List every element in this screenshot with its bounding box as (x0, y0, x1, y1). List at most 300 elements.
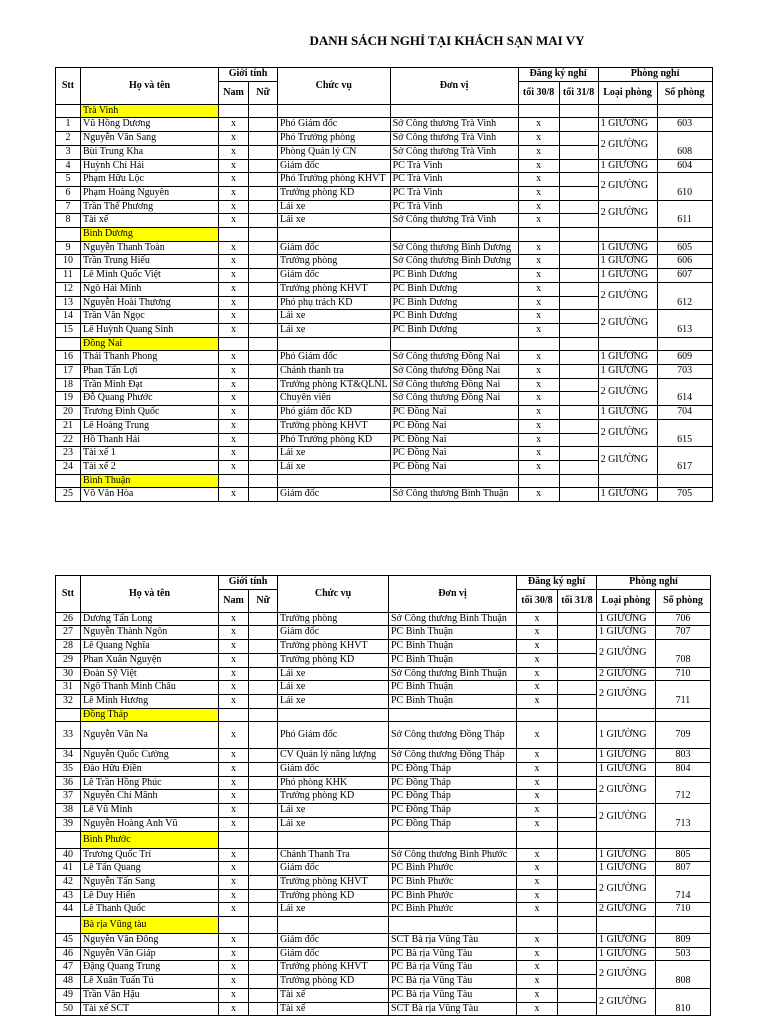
header-room-type: Loại phòng (597, 589, 656, 612)
header-female: Nữ (249, 589, 278, 612)
name-cell: Lê Huỳnh Quang Sinh (81, 323, 219, 337)
room-number-cell: 712 (656, 776, 711, 803)
name-cell: Tài xế 2 (81, 460, 219, 474)
male-cell: x (219, 118, 249, 132)
night-30-cell: x (518, 365, 559, 379)
night-30-cell: x (517, 749, 558, 763)
position-cell: Lái xe (278, 817, 389, 831)
male-cell: x (219, 132, 249, 146)
male-cell: x (219, 776, 249, 790)
table-row (56, 722, 711, 749)
night-31-cell (559, 460, 598, 474)
male-cell: x (219, 749, 249, 763)
male-cell: x (219, 310, 249, 324)
female-cell (249, 988, 278, 1002)
empty-cell (278, 104, 391, 118)
position-cell: Trưởng phòng (278, 255, 391, 269)
night-30-cell: x (517, 626, 558, 640)
night-31-cell (558, 889, 597, 903)
name-cell: Lê Tấn Quang (81, 862, 219, 876)
room-number-cell: 607 (657, 269, 712, 283)
stt-cell: 40 (56, 848, 81, 862)
night-31-cell (559, 406, 598, 420)
night-31-cell (558, 749, 597, 763)
male-cell: x (219, 365, 249, 379)
position-cell: Giám đốc (278, 862, 389, 876)
night-30-cell: x (517, 988, 558, 1002)
male-cell: x (219, 903, 249, 917)
room-number-cell: 617 (657, 447, 712, 474)
female-cell (249, 1002, 278, 1016)
stt-cell (56, 104, 81, 118)
night-30-cell: x (518, 296, 559, 310)
stt-cell: 38 (56, 804, 81, 818)
male-cell: x (219, 694, 249, 708)
male-cell: x (219, 681, 249, 695)
header-row (56, 576, 711, 590)
room-type-cell: 2 GIƯỜNG (598, 173, 657, 200)
room-type-cell: 2 GIƯỜNG (597, 776, 656, 803)
unit-cell: Sở Công thương Bình Thuận (390, 488, 518, 502)
male-cell: x (219, 145, 249, 159)
unit-cell: PC Trà Vinh (390, 200, 518, 214)
night-30-cell: x (517, 934, 558, 948)
room-number-cell: 710 (656, 903, 711, 917)
night-30-cell: x (517, 1002, 558, 1016)
name-cell: Đỗ Quang Phước (81, 392, 219, 406)
empty-cell (389, 917, 517, 934)
name-cell: Nguyễn Văn Đông (81, 934, 219, 948)
night-31-cell (558, 653, 597, 667)
position-cell: Lái xe (278, 903, 389, 917)
room-type-cell: 2 GIƯỜNG (597, 681, 656, 708)
position-cell: Trưởng phòng KD (278, 790, 389, 804)
stt-cell: 31 (56, 681, 81, 695)
table-row (56, 848, 711, 862)
male-cell: x (219, 433, 249, 447)
position-cell: Giám đốc (278, 763, 389, 777)
room-number-cell: 707 (656, 626, 711, 640)
room-type-cell: 1 GIƯỜNG (598, 159, 657, 173)
female-cell (249, 351, 278, 365)
empty-cell (597, 917, 656, 934)
empty-cell (517, 708, 558, 722)
empty-cell (249, 474, 278, 488)
unit-cell: PC Trà Vinh (390, 159, 518, 173)
stt-cell: 45 (56, 934, 81, 948)
empty-cell (656, 831, 711, 848)
unit-cell: Sở Công thương Đồng Nai (390, 365, 518, 379)
night-31-cell (559, 282, 598, 296)
room-type-cell: 2 GIƯỜNG (597, 875, 656, 902)
group-label: Bình Phước (81, 831, 219, 848)
male-cell: x (219, 934, 249, 948)
name-cell: Ngô Hải Minh (81, 282, 219, 296)
position-cell: Lái xe (278, 804, 389, 818)
header-position: Chức vụ (278, 68, 391, 105)
night-31-cell (559, 173, 598, 187)
empty-cell (278, 474, 391, 488)
empty-cell (657, 104, 712, 118)
unit-cell: PC Bình Phước (389, 889, 517, 903)
table-row (56, 269, 713, 283)
table-row (56, 132, 713, 146)
female-cell (249, 186, 278, 200)
night-30-cell: x (518, 351, 559, 365)
night-31-cell (558, 903, 597, 917)
position-cell: Trưởng phòng KHVT (278, 419, 391, 433)
table-row (56, 365, 713, 379)
male-cell: x (219, 269, 249, 283)
position-cell: Giám đốc (278, 241, 391, 255)
table-row (56, 118, 713, 132)
female-cell (249, 145, 278, 159)
name-cell: Nguyễn Hoàng Anh Vũ (81, 817, 219, 831)
unit-cell: Sở Công thương Đồng Nai (390, 378, 518, 392)
stt-cell: 27 (56, 626, 81, 640)
empty-cell (558, 917, 597, 934)
night-31-cell (558, 862, 597, 876)
room-number-cell: 809 (656, 934, 711, 948)
male-cell: x (219, 214, 249, 228)
stt-cell: 36 (56, 776, 81, 790)
group-row (56, 104, 713, 118)
name-cell: Hồ Thanh Hải (81, 433, 219, 447)
empty-cell (278, 831, 389, 848)
position-cell: Trưởng phòng (278, 612, 389, 626)
room-number-cell: 708 (656, 640, 711, 667)
stt-cell: 21 (56, 419, 81, 433)
room-number-cell: 615 (657, 419, 712, 446)
stt-cell: 6 (56, 186, 81, 200)
room-number-cell: 613 (657, 310, 712, 337)
unit-cell: Sở Công thương Trà Vinh (390, 214, 518, 228)
position-cell: Lái xe (278, 681, 389, 695)
empty-cell (389, 708, 517, 722)
male-cell: x (219, 419, 249, 433)
male-cell: x (219, 241, 249, 255)
night-30-cell: x (518, 378, 559, 392)
unit-cell: PC Bình Phước (389, 875, 517, 889)
male-cell: x (219, 460, 249, 474)
name-cell: Trần Trung Hiếu (81, 255, 219, 269)
header-night-30: tối 30/8 (518, 81, 559, 104)
night-30-cell: x (518, 460, 559, 474)
room-type-cell: 2 GIƯỜNG (597, 961, 656, 988)
room-type-cell: 2 GIƯỜNG (597, 804, 656, 831)
empty-cell (518, 104, 559, 118)
stt-cell: 14 (56, 310, 81, 324)
position-cell: Lái xe (278, 310, 391, 324)
unit-cell: Sở Công thương Đồng Tháp (389, 749, 517, 763)
empty-cell (559, 337, 598, 351)
unit-cell: PC Bình Dương (390, 282, 518, 296)
night-31-cell (558, 975, 597, 989)
table-row (56, 351, 713, 365)
night-30-cell: x (517, 903, 558, 917)
night-31-cell (559, 186, 598, 200)
female-cell (249, 681, 278, 695)
night-30-cell: x (518, 132, 559, 146)
table-row (56, 749, 711, 763)
night-31-cell (559, 378, 598, 392)
empty-cell (657, 474, 712, 488)
female-cell (249, 378, 278, 392)
position-cell: Phó Giám đốc (278, 118, 391, 132)
position-cell: Trưởng phòng KT&QLNL (278, 378, 391, 392)
stt-cell: 20 (56, 406, 81, 420)
unit-cell: PC Bình Dương (390, 323, 518, 337)
group-row (56, 708, 711, 722)
night-30-cell: x (517, 776, 558, 790)
night-31-cell (559, 132, 598, 146)
stt-cell (56, 831, 81, 848)
room-type-cell: 2 GIƯỜNG (598, 200, 657, 227)
stt-cell: 1 (56, 118, 81, 132)
room-number-cell: 605 (657, 241, 712, 255)
position-cell: Trưởng phòng KD (278, 653, 389, 667)
empty-cell (219, 337, 249, 351)
empty-cell (249, 337, 278, 351)
group-label: Đồng Tháp (81, 708, 219, 722)
female-cell (249, 862, 278, 876)
male-cell: x (219, 447, 249, 461)
name-cell: Nguyễn Thanh Toàn (81, 241, 219, 255)
room-number-cell: 606 (657, 255, 712, 269)
female-cell (249, 804, 278, 818)
female-cell (249, 214, 278, 228)
night-30-cell: x (518, 433, 559, 447)
name-cell: Nguyễn Văn Giáp (81, 947, 219, 961)
position-cell: Phó phòng KHK (278, 776, 389, 790)
name-cell: Ngô Thanh Minh Châu (81, 681, 219, 695)
empty-cell (598, 104, 657, 118)
stt-cell (56, 708, 81, 722)
room-number-cell: 604 (657, 159, 712, 173)
position-cell: Lái xe (278, 694, 389, 708)
night-31-cell (558, 988, 597, 1002)
position-cell: Giám đốc (278, 626, 389, 640)
unit-cell: PC Bình Dương (390, 310, 518, 324)
header-unit: Đơn vị (389, 576, 517, 613)
male-cell: x (219, 640, 249, 654)
name-cell: Vũ Hồng Dương (81, 118, 219, 132)
table-row (56, 159, 713, 173)
night-30-cell: x (518, 282, 559, 296)
empty-cell (597, 831, 656, 848)
unit-cell: Sở Công thương Trà Vinh (390, 145, 518, 159)
empty-cell (219, 228, 249, 242)
name-cell: Thái Thanh Phong (81, 351, 219, 365)
name-cell: Nguyễn Văn Na (81, 722, 219, 749)
night-30-cell: x (517, 817, 558, 831)
male-cell: x (219, 848, 249, 862)
night-30-cell: x (517, 975, 558, 989)
male-cell: x (219, 255, 249, 269)
empty-cell (390, 337, 518, 351)
night-31-cell (559, 433, 598, 447)
night-30-cell: x (517, 763, 558, 777)
stt-cell (56, 917, 81, 934)
name-cell: Lê Quang Nghĩa (81, 640, 219, 654)
night-31-cell (558, 612, 597, 626)
female-cell (249, 790, 278, 804)
position-cell: Phó Trưởng phòng KHVT (278, 173, 391, 187)
night-30-cell: x (518, 159, 559, 173)
night-31-cell (558, 875, 597, 889)
male-cell: x (219, 653, 249, 667)
header-room-number: Số phòng (657, 81, 712, 104)
female-cell (249, 447, 278, 461)
table-row (56, 804, 711, 818)
name-cell: Trương Quốc Trí (81, 848, 219, 862)
stt-cell: 4 (56, 159, 81, 173)
name-cell: Lê Thanh Quốc (81, 903, 219, 917)
male-cell: x (219, 186, 249, 200)
table-row (56, 406, 713, 420)
stt-cell: 3 (56, 145, 81, 159)
female-cell (249, 173, 278, 187)
night-31-cell (559, 145, 598, 159)
position-cell: Phòng Quản lý CN (278, 145, 391, 159)
night-31-cell (558, 763, 597, 777)
night-30-cell: x (517, 947, 558, 961)
male-cell: x (219, 200, 249, 214)
stt-cell: 49 (56, 988, 81, 1002)
table-row (56, 173, 713, 187)
night-31-cell (559, 241, 598, 255)
table-row (56, 763, 711, 777)
male-cell: x (219, 763, 249, 777)
room-type-cell: 1 GIƯỜNG (597, 722, 656, 749)
male-cell: x (219, 612, 249, 626)
stt-cell: 13 (56, 296, 81, 310)
stt-cell: 15 (56, 323, 81, 337)
night-30-cell: x (517, 612, 558, 626)
stt-cell: 26 (56, 612, 81, 626)
unit-cell: PC Bình Phước (389, 862, 517, 876)
name-cell: Phạm Hoàng Nguyên (81, 186, 219, 200)
female-cell (249, 200, 278, 214)
header-gender: Giới tính (219, 576, 278, 590)
male-cell: x (219, 378, 249, 392)
position-cell: Lái xe (278, 323, 391, 337)
header-register: Đăng ký nghỉ (518, 68, 598, 82)
unit-cell: PC Bình Phước (389, 903, 517, 917)
female-cell (249, 159, 278, 173)
unit-cell: SCT Bà rịa Vũng Tàu (389, 1002, 517, 1016)
empty-cell (219, 708, 249, 722)
room-type-cell: 1 GIƯỜNG (597, 947, 656, 961)
empty-cell (559, 104, 598, 118)
room-type-cell: 1 GIƯỜNG (597, 749, 656, 763)
night-30-cell: x (517, 790, 558, 804)
night-31-cell (559, 310, 598, 324)
position-cell: Phó Trưởng phòng KD (278, 433, 391, 447)
night-30-cell: x (518, 323, 559, 337)
name-cell: Phạm Hữu Lộc (81, 173, 219, 187)
empty-cell (656, 708, 711, 722)
stt-cell: 8 (56, 214, 81, 228)
room-number-cell: 603 (657, 118, 712, 132)
night-30-cell: x (517, 667, 558, 681)
female-cell (249, 934, 278, 948)
header-room: Phòng nghỉ (597, 576, 711, 590)
night-31-cell (559, 323, 598, 337)
empty-cell (598, 337, 657, 351)
stt-cell (56, 228, 81, 242)
male-cell: x (219, 159, 249, 173)
empty-cell (518, 337, 559, 351)
unit-cell: Sở Công thương Đồng Nai (390, 392, 518, 406)
unit-cell: PC Bà rịa Vũng Tàu (389, 947, 517, 961)
table-row (56, 419, 713, 433)
male-cell: x (219, 392, 249, 406)
empty-cell (390, 228, 518, 242)
table-row (56, 612, 711, 626)
female-cell (249, 365, 278, 379)
position-cell: Trưởng phòng KD (278, 889, 389, 903)
night-31-cell (558, 817, 597, 831)
room-number-cell: 714 (656, 875, 711, 902)
header-row (56, 68, 713, 82)
night-30-cell: x (517, 848, 558, 862)
name-cell: Trương Đình Quốc (81, 406, 219, 420)
unit-cell: Sở Công thương Trà Vinh (390, 118, 518, 132)
room-number-cell: 807 (656, 862, 711, 876)
name-cell: Nguyễn Quốc Cường (81, 749, 219, 763)
table-row (56, 988, 711, 1002)
male-cell: x (219, 626, 249, 640)
group-row (56, 831, 711, 848)
empty-cell (657, 337, 712, 351)
stt-cell: 29 (56, 653, 81, 667)
table-row (56, 447, 713, 461)
unit-cell: Sở Công thương Bình Dương (390, 241, 518, 255)
room-type-cell: 1 GIƯỜNG (598, 351, 657, 365)
room-number-cell: 608 (657, 132, 712, 159)
male-cell: x (219, 351, 249, 365)
table-row (56, 667, 711, 681)
female-cell (249, 118, 278, 132)
room-number-cell: 703 (657, 365, 712, 379)
empty-cell (390, 104, 518, 118)
position-cell: Phó Giám đốc (278, 722, 389, 749)
male-cell: x (219, 406, 249, 420)
position-cell: Tài xế (278, 1002, 389, 1016)
female-cell (249, 419, 278, 433)
name-cell: Đào Hữu Điền (81, 763, 219, 777)
group-row (56, 917, 711, 934)
night-30-cell: x (517, 804, 558, 818)
female-cell (249, 848, 278, 862)
position-cell: Phó giám đốc KD (278, 406, 391, 420)
stt-cell: 46 (56, 947, 81, 961)
name-cell: Lê Xuân Tuấn Tú (81, 975, 219, 989)
name-cell: Lê Hoàng Trung (81, 419, 219, 433)
empty-cell (390, 474, 518, 488)
male-cell: x (219, 282, 249, 296)
room-type-cell: 2 GIƯỜNG (597, 988, 656, 1015)
night-31-cell (559, 296, 598, 310)
table-row (56, 640, 711, 654)
position-cell: CV Quản lý năng lượng (278, 749, 389, 763)
night-31-cell (559, 488, 598, 502)
night-31-cell (558, 776, 597, 790)
empty-cell (249, 104, 278, 118)
room-number-cell: 709 (656, 722, 711, 749)
empty-cell (278, 708, 389, 722)
